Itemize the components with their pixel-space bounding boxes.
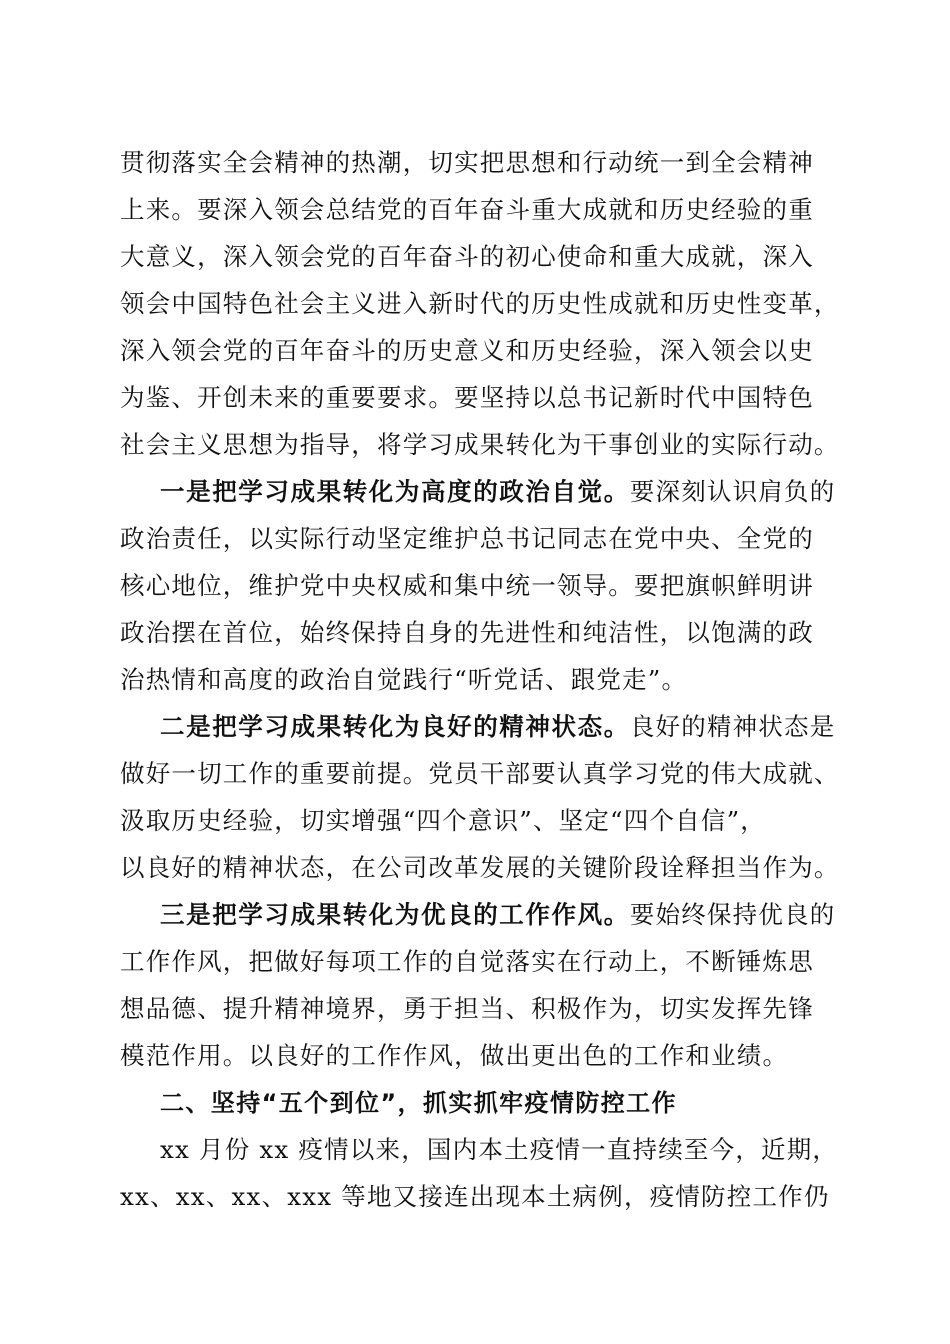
paragraph-line: 政治摆在首位，始终保持自身的先进性和纯洁性，以饱满的政 bbox=[120, 618, 814, 647]
paragraph-line: 上来。要深入领会总结党的百年奋斗重大成就和历史经验的重 bbox=[120, 195, 814, 224]
paragraph-line: 贯彻落实全会精神的热潮，切实把思想和行动统一到全会精神 bbox=[120, 148, 814, 177]
paragraph-line: 政治责任，以实际行动坚定维护总书记同志在党中央、全党的 bbox=[120, 524, 814, 553]
item-1-first-rest: 要深刻认识肩负的 bbox=[629, 477, 836, 506]
paragraph-line: 社会主义思想为指导，将学习成果转化为干事创业的实际行动。 bbox=[120, 430, 840, 459]
paragraph-line: 工作作风，把做好每项工作的自觉落实在行动上，不断锤炼思 bbox=[120, 947, 814, 976]
item-3-lead: 三是把学习成果转化为优良的工作作风。 bbox=[160, 900, 630, 929]
paragraph-line: 大意义，深入领会党的百年奋斗的初心使命和重大成就，深入 bbox=[120, 242, 814, 271]
paragraph-line: 领会中国特色社会主义进入新时代的历史性成就和历史性变革， bbox=[120, 289, 840, 318]
item-1-lead: 一是把学习成果转化为高度的政治自觉。 bbox=[160, 477, 630, 506]
item-2-first-line bbox=[160, 710, 840, 744]
paragraph-line: 做好一切工作的重要前提。党员干部要认真学习党的伟大成就、 bbox=[120, 759, 840, 788]
paragraph-line: xx、xx、xx、xxx 等地又接连出现本土病例，疫情防控工作仍 bbox=[120, 1182, 830, 1211]
paragraph-line: 深入领会党的百年奋斗的历史意义和历史经验，深入领会以史 bbox=[120, 336, 814, 365]
paragraph-line: 模范作用。以良好的工作作风，做出更出色的工作和业绩。 bbox=[120, 1041, 789, 1070]
item-3-first-line bbox=[160, 898, 840, 932]
section-heading: 二、坚持“五个到位”，抓实抓牢疫情防控工作 bbox=[160, 1089, 677, 1117]
paragraph-line: 想品德、提升精神境界，勇于担当、积极作为，切实发挥先锋 bbox=[120, 994, 814, 1023]
paragraph-line: 汲取历史经验，切实增强“四个意识”、坚定“四个自信”， bbox=[120, 806, 766, 835]
item-3-first-rest: 要始终保持优良的 bbox=[629, 900, 836, 929]
paragraph-line: xx 月份 xx 疫情以来，国内本土疫情一直持续至今，近期， bbox=[160, 1135, 839, 1164]
paragraph-line: 治热情和高度的政治自觉践行“听党话、跟党走”。 bbox=[120, 665, 688, 694]
paragraph-line: 为鉴、开创未来的重要要求。要坚持以总书记新时代中国特色 bbox=[120, 383, 814, 412]
item-1-first-line bbox=[160, 475, 840, 509]
paragraph-line: 以良好的精神状态，在公司改革发展的关键阶段诠释担当作为。 bbox=[120, 853, 840, 882]
paragraph-line: 核心地位，维护党中央权威和集中统一领导。要把旗帜鲜明讲 bbox=[120, 571, 814, 600]
item-2-lead: 二是把学习成果转化为良好的精神状态。 bbox=[160, 712, 630, 741]
item-2-first-rest: 良好的精神状态是 bbox=[629, 712, 836, 741]
